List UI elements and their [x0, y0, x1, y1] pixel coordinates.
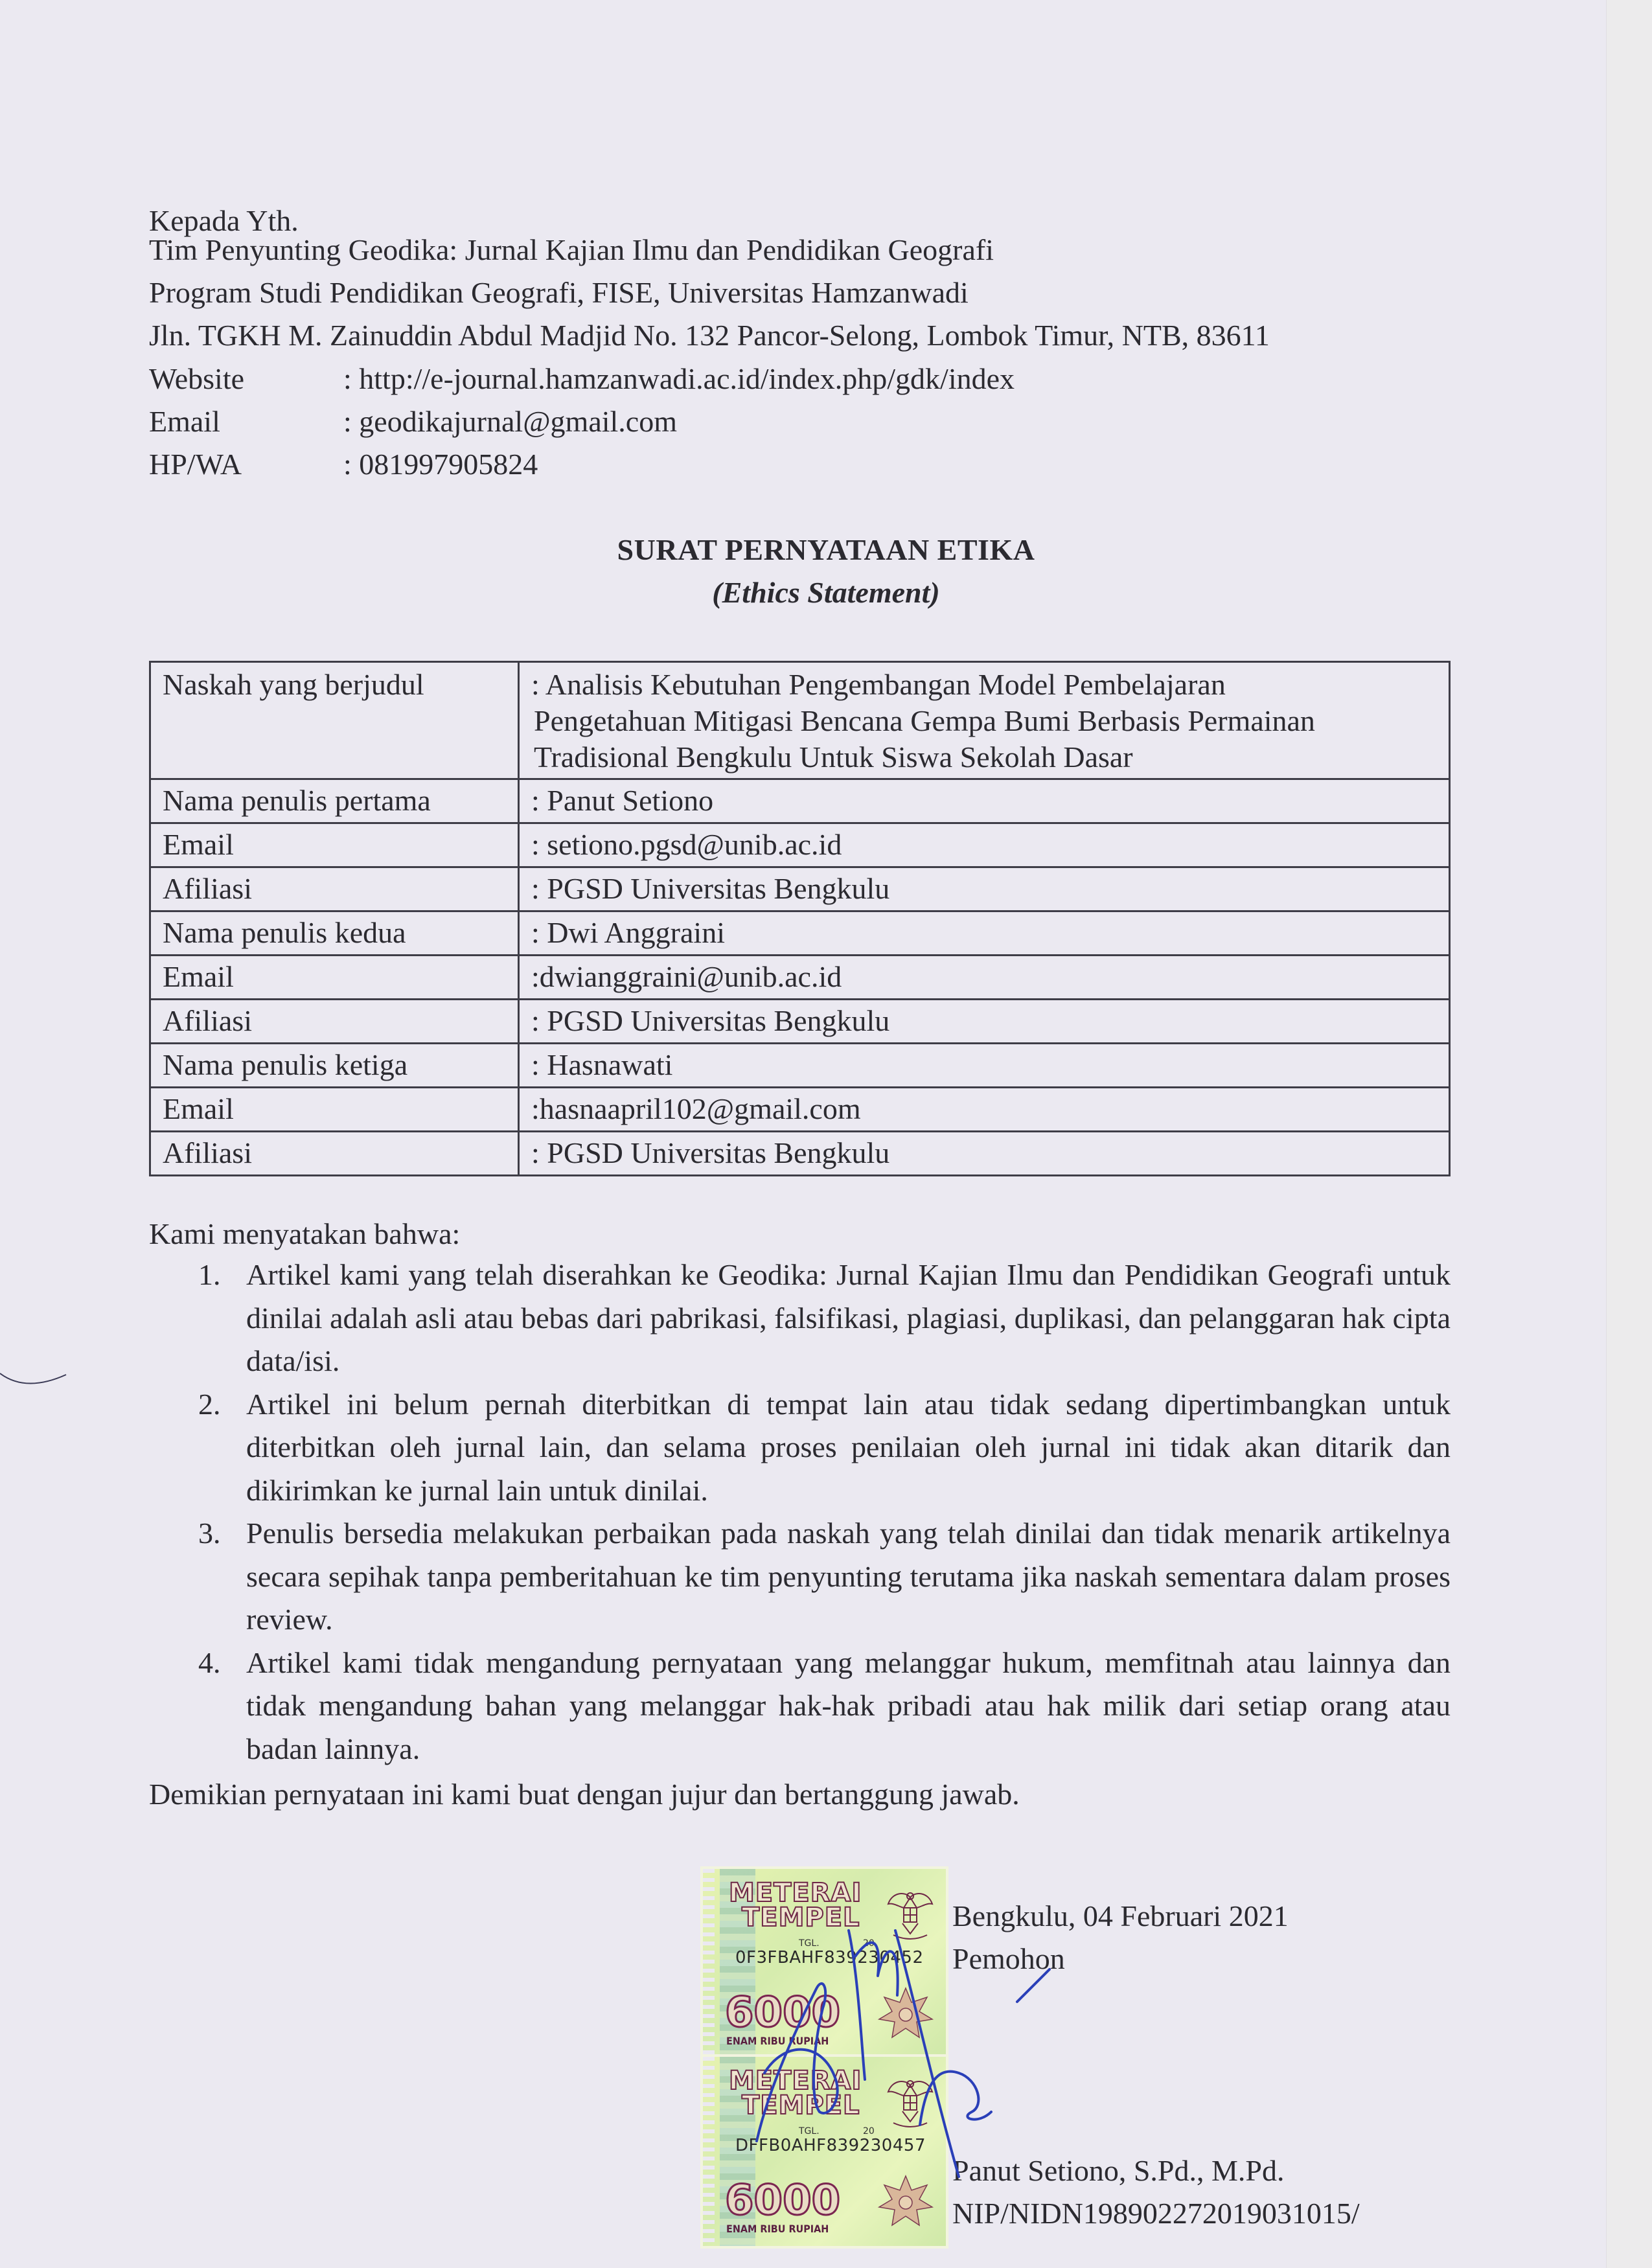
- garuda-emblem-icon: [886, 1888, 935, 1944]
- signer-role: Pemohon: [952, 1942, 1065, 1975]
- stamp-year-label: 20: [863, 1938, 875, 1949]
- row-label: Nama penulis kedua: [150, 911, 519, 956]
- table-row: [150, 1088, 1450, 1132]
- item-text: Penulis bersedia melakukan perbaikan pada naskah yang telah dinilai dan tidak menarik artikelnya secara sepihak tanpa pemberitahuan ke tim penyunting terutama jika naskah sementara dalam proses review.: [246, 1517, 1451, 1636]
- row-label: Email: [150, 1088, 519, 1132]
- garuda-emblem-icon: [886, 2076, 935, 2132]
- paper-edge: [1606, 0, 1652, 2268]
- row-value: : PGSD Universitas Bengkulu: [519, 1000, 1450, 1044]
- revenue-stamp: [703, 1869, 946, 2058]
- manuscript-info-table: [149, 661, 1451, 1176]
- rosette-icon: [877, 1986, 935, 2044]
- document-subtitle: (Ethics Statement): [712, 576, 940, 609]
- document-title: SURAT PERNYATAAN ETIKA: [617, 533, 1035, 566]
- row-value: : Panut Setiono: [519, 779, 1450, 823]
- row-label: Naskah yang berjudul: [150, 662, 519, 779]
- row-value: : setiono.pgsd@unib.ac.id: [519, 823, 1450, 867]
- manuscript-title-line: Pengetahuan Mitigasi Bencana Gempa Bumi Berbasis Permainan: [534, 704, 1315, 737]
- table-row: [150, 911, 1450, 956]
- contact-label: Website: [149, 362, 245, 395]
- place-date: Bengkulu, 04 Februari 2021: [952, 1899, 1289, 1932]
- statement-intro: Kami menyatakan bahwa:: [149, 1217, 461, 1250]
- table-row: [150, 867, 1450, 911]
- row-value: : Hasnawati: [519, 1044, 1450, 1088]
- row-label: Email: [150, 823, 519, 867]
- email-link[interactable]: : geodikajurnal@gmail.com: [343, 405, 678, 438]
- table-row: [150, 1044, 1450, 1088]
- stamp-date-label: TGL.: [799, 1938, 820, 1949]
- stamp-serial: 0F3FBAHF839230452: [735, 1948, 924, 1967]
- contact-email: [149, 404, 677, 440]
- signer-name: Panut Setiono, S.Pd., M.Pd.: [952, 2154, 1285, 2187]
- item-number: 1.: [198, 1258, 221, 1291]
- statement-item: [149, 1254, 1451, 1383]
- row-value: : PGSD Universitas Bengkulu: [519, 867, 1450, 911]
- stamp-heading: [729, 2068, 862, 2118]
- stamp-heading-line: METERAI: [729, 2066, 862, 2096]
- rosette-icon: [877, 2173, 935, 2232]
- stamp-date-label: TGL.: [799, 2126, 820, 2136]
- manuscript-title-line: : Analisis Kebutuhan Pengembangan Model Pembelajaran: [531, 668, 1226, 701]
- contact-phone: [149, 446, 538, 483]
- table-row-title: [150, 662, 1450, 779]
- row-label: Email: [150, 956, 519, 1000]
- statement-item: [149, 1383, 1451, 1513]
- contact-website: [149, 361, 1015, 397]
- signer-id: NIP/NIDN198902272019031015/: [952, 2197, 1360, 2230]
- row-value: :dwianggraini@unib.ac.id: [519, 956, 1450, 1000]
- item-text: Artikel kami yang telah diserahkan ke Geodika: Jurnal Kajian Ilmu dan Pendidikan Geografi untuk dinilai adalah asli atau bebas dari pabrikasi, falsifikasi, plagiasi, duplikasi, dan pelanggaran hak cipta data/isi.: [246, 1258, 1451, 1377]
- stamp-serial: DFFB0AHF839230457: [735, 2136, 926, 2155]
- revenue-stamp: [703, 2057, 946, 2246]
- contact-label: HP/WA: [149, 448, 242, 481]
- manuscript-title-line: Tradisional Bengkulu Untuk Siswa Sekolah Dasar: [534, 740, 1133, 773]
- row-value: :hasnaapril102@gmail.com: [519, 1088, 1450, 1132]
- recipient-line: Tim Penyunting Geodika: Jurnal Kajian Ilmu dan Pendidikan Geografi: [149, 233, 994, 266]
- table-row: [150, 779, 1450, 823]
- row-label: Nama penulis pertama: [150, 779, 519, 823]
- stamp-value-words: ENAM RIBU RUPIAH: [726, 2035, 829, 2047]
- stamp-year-label: 20: [863, 2126, 875, 2136]
- stamp-value: 6000: [725, 1989, 841, 2037]
- stamp-value: 6000: [725, 2177, 841, 2225]
- stamp-heading-line: TEMPEL: [742, 2090, 860, 2120]
- table-row: [150, 823, 1450, 867]
- table-row: [150, 956, 1450, 1000]
- item-text: Artikel kami tidak mengandung pernyataan yang melanggar hukum, memfitnah atau lainnya dan tidak mengandung bahan yang melanggar hak-hak pribadi atau hak milik dari setiap orang atau badan lainnya.: [246, 1645, 1451, 1765]
- row-label: Afiliasi: [150, 867, 519, 911]
- closing-statement: Demikian pernyataan ini kami buat dengan jujur dan bertanggung jawab.: [149, 1778, 1020, 1811]
- phone-value: : 081997905824: [343, 448, 538, 481]
- stray-pen-mark: [0, 1367, 71, 1393]
- item-text: Artikel ini belum pernah diterbitkan di tempat lain atau tidak sedang dipertimbangkan untuk diterbitkan oleh jurnal lain, dan selama proses penilaian oleh jurnal ini tidak akan ditarik dan dikirimkan ke jurnal lain untuk dinilai.: [246, 1387, 1451, 1507]
- statement-item: [149, 1642, 1451, 1771]
- stamp-heading-line: TEMPEL: [742, 1903, 860, 1932]
- recipient-line: Program Studi Pendidikan Geografi, FISE, Universitas Hamzanwadi: [149, 276, 969, 309]
- row-value: : PGSD Universitas Bengkulu: [519, 1132, 1450, 1176]
- row-label: Nama penulis ketiga: [150, 1044, 519, 1088]
- stamp-value-words: ENAM RIBU RUPIAH: [726, 2223, 829, 2235]
- table-row: [150, 1132, 1450, 1176]
- item-number: 4.: [198, 1645, 221, 1679]
- row-label: Afiliasi: [150, 1000, 519, 1044]
- website-link[interactable]: : http://e-journal.hamzanwadi.ac.id/index.php/gdk/index: [343, 362, 1015, 395]
- statement-list: [149, 1254, 1451, 1770]
- recipient-address: Jln. TGKH M. Zainuddin Abdul Madjid No. 132 Pancor-Selong, Lombok Timur, NTB, 83611: [149, 319, 1270, 352]
- salutation: Kepada Yth.: [149, 204, 299, 237]
- statement-item: [149, 1512, 1451, 1642]
- item-number: 2.: [198, 1387, 221, 1421]
- item-number: 3.: [198, 1517, 221, 1550]
- stamp-heading-line: METERAI: [729, 1878, 862, 1908]
- row-value: : Dwi Anggraini: [519, 911, 1450, 956]
- contact-label: Email: [149, 405, 220, 438]
- stamp-heading: [729, 1878, 862, 1932]
- row-label: Afiliasi: [150, 1132, 519, 1176]
- table-row: [150, 1000, 1450, 1044]
- row-value: [519, 662, 1450, 779]
